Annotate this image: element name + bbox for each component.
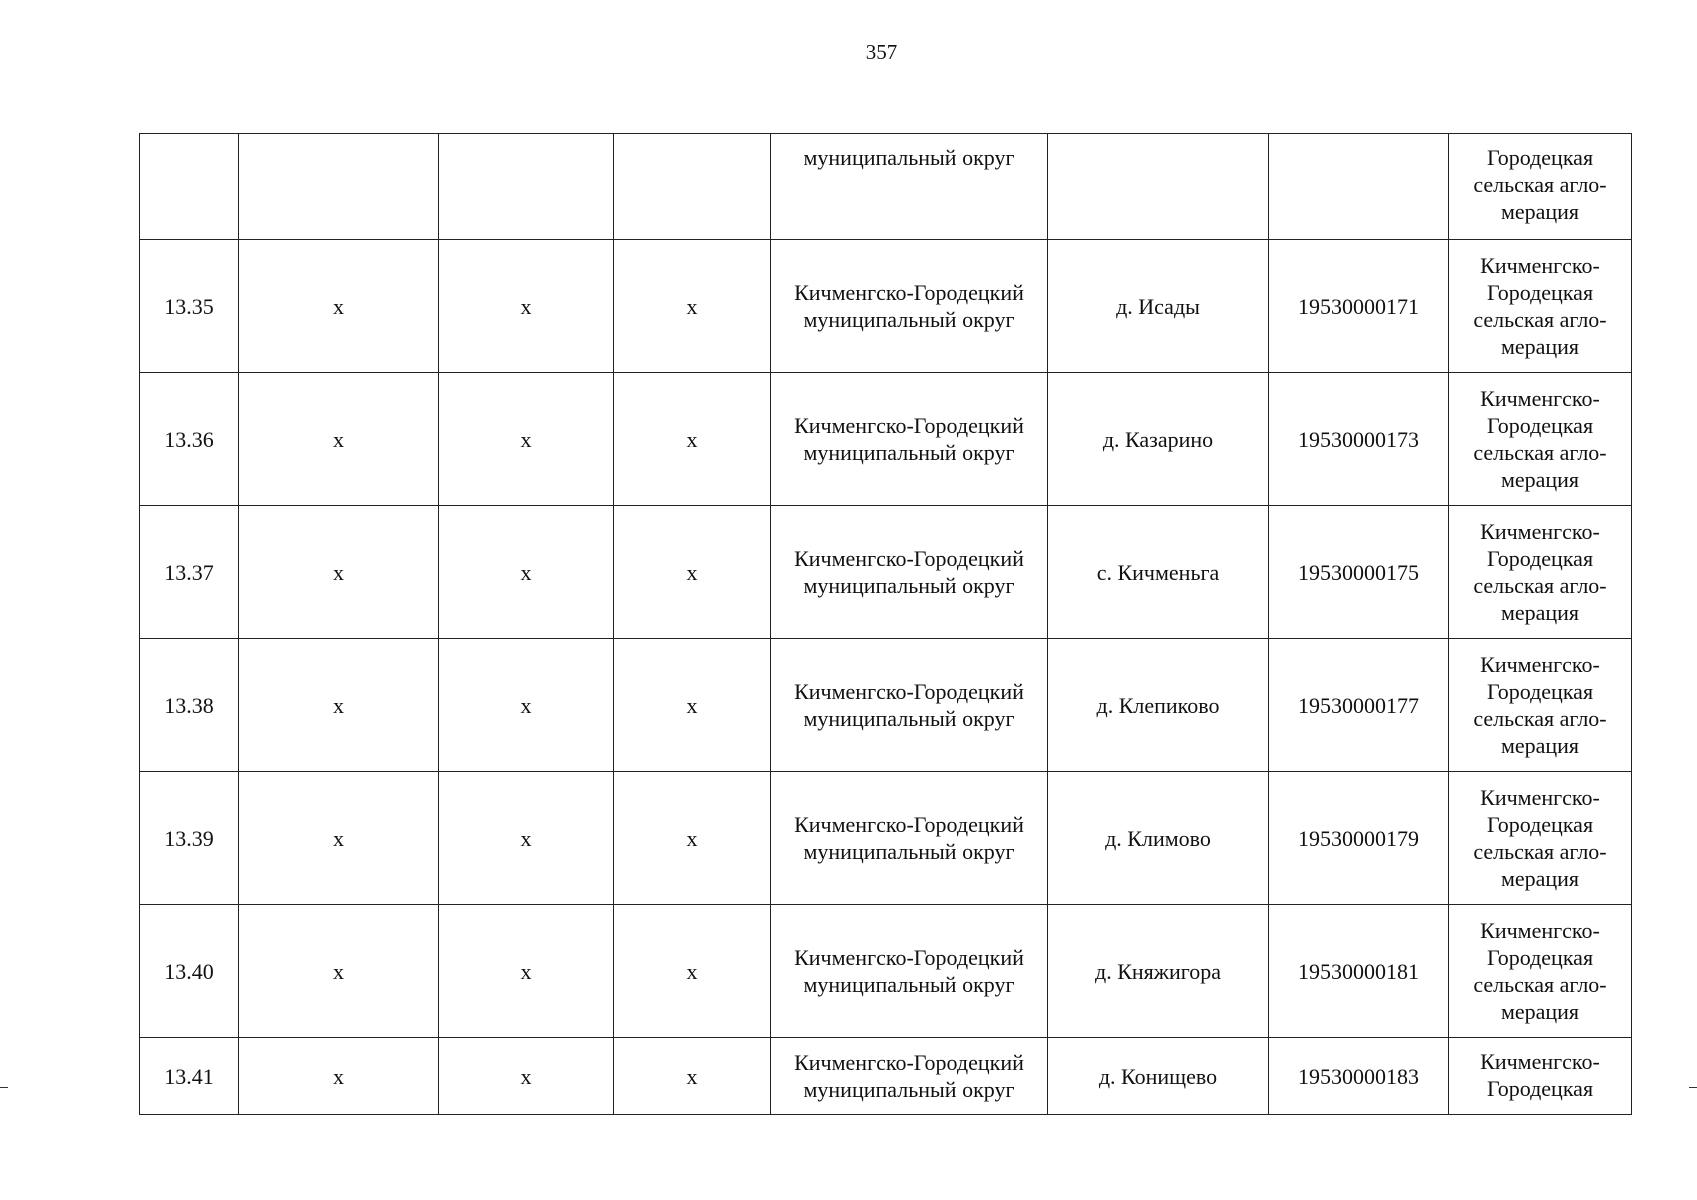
cell-agglomeration: Кичменгско-Городецкая сельская агло-мерация — [1449, 373, 1632, 506]
cell-col3: х — [439, 639, 614, 772]
cell-col4: х — [614, 240, 771, 373]
cell-col3 — [439, 134, 614, 240]
table-row — [140, 373, 1632, 506]
cell-settlement: д. Казарино — [1048, 373, 1269, 506]
right-scan-mark — [1689, 1087, 1697, 1088]
cell-number: 13.37 — [140, 506, 239, 639]
cell-col4 — [614, 134, 771, 240]
cell-col2: х — [239, 1038, 439, 1115]
cell-settlement — [1048, 134, 1269, 240]
settlements-table — [139, 133, 1632, 1115]
cell-col4: х — [614, 905, 771, 1038]
table-row — [140, 240, 1632, 373]
cell-municipality: Кичменгско-Городецкий муниципальный округ — [771, 1038, 1048, 1115]
cell-municipality: Кичменгско-Городецкий муниципальный округ — [771, 373, 1048, 506]
cell-col2: х — [239, 506, 439, 639]
cell-code: 19530000179 — [1269, 772, 1449, 905]
cell-col4: х — [614, 373, 771, 506]
cell-col3: х — [439, 506, 614, 639]
cell-col3: х — [439, 373, 614, 506]
cell-agglomeration: Кичменгско-Городецкая сельская агло-мерация — [1449, 772, 1632, 905]
table-row — [140, 1038, 1632, 1115]
cell-number: 13.36 — [140, 373, 239, 506]
cell-col4: х — [614, 772, 771, 905]
cell-code — [1269, 134, 1449, 240]
cell-number: 13.41 — [140, 1038, 239, 1115]
cell-number: 13.39 — [140, 772, 239, 905]
cell-agglomeration: Кичменгско-Городецкая сельская агло-мерация — [1449, 905, 1632, 1038]
cell-col3: х — [439, 905, 614, 1038]
cell-col3: х — [439, 1038, 614, 1115]
cell-number: 13.38 — [140, 639, 239, 772]
cell-code: 19530000183 — [1269, 1038, 1449, 1115]
table-row — [140, 772, 1632, 905]
cell-col4: х — [614, 639, 771, 772]
cell-number — [140, 134, 239, 240]
cell-settlement: д. Конищево — [1048, 1038, 1269, 1115]
cell-code: 19530000175 — [1269, 506, 1449, 639]
page-number: 357 — [865, 40, 898, 64]
cell-col2: х — [239, 772, 439, 905]
cell-code: 19530000177 — [1269, 639, 1449, 772]
left-scan-mark — [0, 1087, 8, 1088]
cell-col4: х — [614, 1038, 771, 1115]
table-row — [140, 905, 1632, 1038]
table-row — [140, 506, 1632, 639]
cell-municipality: Кичменгско-Городецкий муниципальный округ — [771, 240, 1048, 373]
cell-code: 19530000181 — [1269, 905, 1449, 1038]
cell-agglomeration: Городецкая сельская агло-мерация — [1449, 134, 1632, 240]
cell-number: 13.35 — [140, 240, 239, 373]
cell-settlement: с. Кичменьга — [1048, 506, 1269, 639]
cell-code: 19530000173 — [1269, 373, 1449, 506]
cell-agglomeration: Кичменгско-Городецкая — [1449, 1038, 1632, 1115]
cell-settlement: д. Исады — [1048, 240, 1269, 373]
cell-col2: х — [239, 639, 439, 772]
cell-col2: х — [239, 240, 439, 373]
table-body — [140, 134, 1632, 1115]
cell-settlement: д. Княжигора — [1048, 905, 1269, 1038]
cell-number: 13.40 — [140, 905, 239, 1038]
cell-settlement: д. Клепиково — [1048, 639, 1269, 772]
cell-municipality: Кичменгско-Городецкий муниципальный округ — [771, 772, 1048, 905]
cell-code: 19530000171 — [1269, 240, 1449, 373]
cell-agglomeration: Кичменгско-Городецкая сельская агло-мерация — [1449, 506, 1632, 639]
cell-municipality: Кичменгско-Городецкий муниципальный округ — [771, 506, 1048, 639]
cell-col2: х — [239, 373, 439, 506]
cell-col3: х — [439, 240, 614, 373]
cell-municipality: Кичменгско-Городецкий муниципальный округ — [771, 639, 1048, 772]
cell-agglomeration: Кичменгско-Городецкая сельская агло-мерация — [1449, 240, 1632, 373]
cell-col2 — [239, 134, 439, 240]
cell-col4: х — [614, 506, 771, 639]
cell-col2: х — [239, 905, 439, 1038]
table-row-continuation — [140, 134, 1632, 240]
table-row — [140, 639, 1632, 772]
cell-settlement: д. Климово — [1048, 772, 1269, 905]
cell-municipality: муниципальный округ — [771, 134, 1048, 240]
cell-col3: х — [439, 772, 614, 905]
cell-agglomeration: Кичменгско-Городецкая сельская агло-мерация — [1449, 639, 1632, 772]
cell-municipality: Кичменгско-Городецкий муниципальный округ — [771, 905, 1048, 1038]
